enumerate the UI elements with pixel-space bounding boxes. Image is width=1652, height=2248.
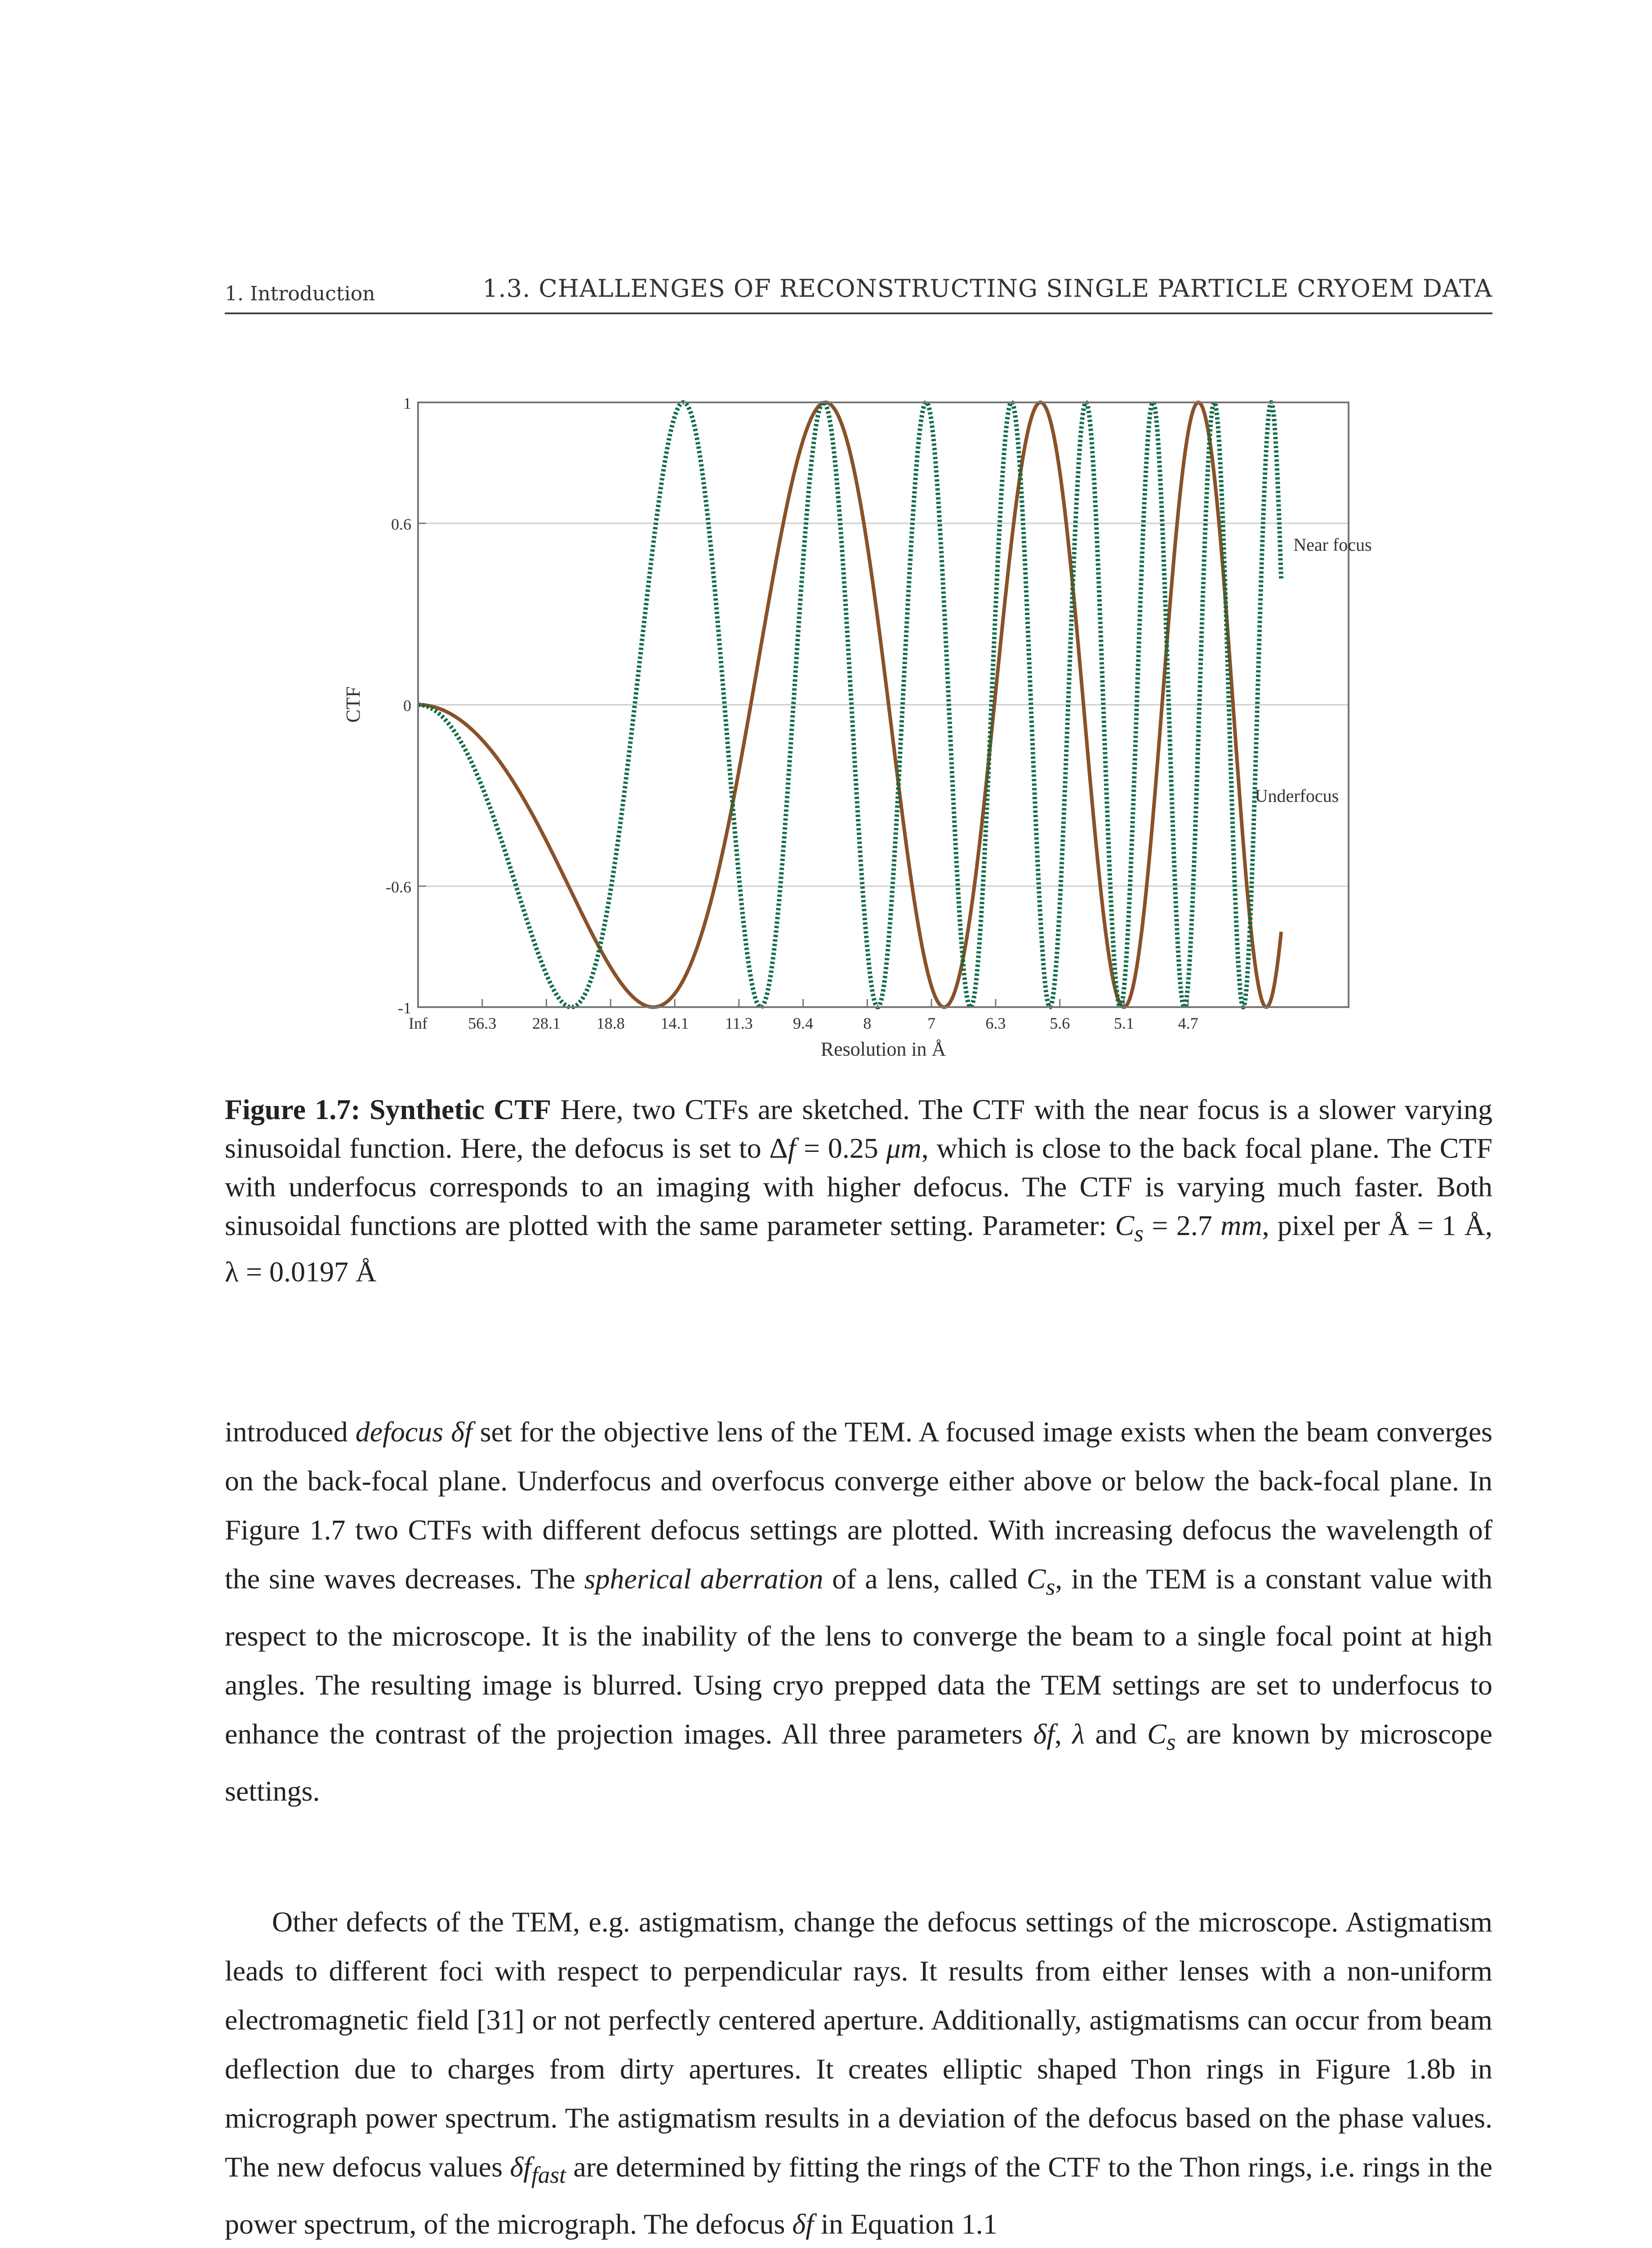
text: Other defects of the TEM, e.g. astigmatism, change the defocus settings of the microscope. Astigmatism leads to different foci with respect to perpendicular rays. It results from either lenses with a non-uniform electromagnetic field [31] or not perfectly centered aperture. Additionally, astigmatisms can occur from beam deflection due to charges from dirty apertures. It creates elliptic shaped Thon rings in Figure 1.8b in micrograph power spectrum. The astigmatism results in a deviation of the defocus based on the phase values. The new defocus values (225, 1906, 1492, 2183)
y-axis-label: CTF (342, 686, 364, 723)
text: of a lens, called (823, 1563, 1027, 1595)
x-tick-label: 4.7 (1178, 1014, 1198, 1032)
math: C (1147, 1717, 1167, 1750)
series-annotation: Near focus (1293, 535, 1372, 555)
caption-math: mm (1220, 1209, 1262, 1241)
math: fast (531, 2161, 566, 2188)
math: s (1046, 1573, 1055, 1600)
y-tick-label: 0 (403, 696, 411, 715)
caption-text: Here, two CTFs are sketched. The CTF with the near focus is a slower varying sinusoidal function. Here, the defocus is set to Δ (225, 1093, 1493, 1164)
x-tick-label: 5.6 (1050, 1014, 1070, 1032)
text: , (1055, 1717, 1073, 1750)
y-tick-label: 0.6 (391, 515, 411, 533)
math: δf (1033, 1717, 1055, 1750)
caption-title: Synthetic CTF (369, 1093, 552, 1125)
running-header (225, 274, 1492, 314)
text: in Equation 1.1 (813, 2208, 997, 2240)
caption-text: = 0.25 (796, 1132, 886, 1164)
header-chapter: 1. Introduction (225, 282, 375, 305)
math: δf (792, 2208, 814, 2240)
figure-caption (225, 1090, 1492, 1291)
x-tick-label: 56.3 (468, 1014, 497, 1032)
emphasis: spherical aberration (584, 1563, 824, 1595)
caption-text: , pixel per Å = 1 Å, λ = 0.0197 Å (225, 1209, 1493, 1288)
x-tick-label: 18.8 (596, 1014, 625, 1032)
x-tick-label: 9.4 (793, 1014, 814, 1032)
body-paragraph-1 (225, 1407, 1492, 1815)
caption-math: μm (886, 1132, 922, 1164)
x-tick-label: 14.1 (660, 1014, 689, 1032)
caption-math: f (788, 1132, 796, 1164)
x-tick-label: 6.3 (985, 1014, 1006, 1032)
math: δf (510, 2151, 531, 2183)
text: and (1085, 1717, 1148, 1750)
y-tick-label: 1 (403, 394, 411, 412)
x-tick-label: 11.3 (725, 1014, 753, 1032)
caption-text: , which is close to the back focal plane. The CTF with underfocus corresponds to an imaging with higher defocus. The CTF is varying much faster. Both sinusoidal functions are plotted with the same parameter setting. Parameter: (225, 1132, 1493, 1241)
chart-annotations (1255, 535, 1372, 806)
y-tick-label: -0.6 (386, 878, 411, 896)
x-tick-label: Inf (409, 1014, 427, 1032)
caption-label: Figure 1.7: (225, 1093, 361, 1125)
y-tick-labels (386, 394, 411, 1017)
x-tick-label: 5.1 (1113, 1014, 1134, 1032)
math: s (1166, 1728, 1176, 1755)
x-tick-label: 8 (863, 1014, 872, 1032)
text: are known by microscope settings. (225, 1717, 1493, 1807)
caption-math: C (1115, 1209, 1135, 1241)
text: set for the objective lens of the TEM. A focused image exists when the beam converges on the back-focal plane. Underfocus and overfocus converge either above or below the back-focal plane. In Figure 1.7 two CTFs with different defocus settings are plotted. With increasing defocus the wavelength of the sine waves decreases. The (225, 1416, 1493, 1595)
x-axis-label: Resolution in Å (820, 1038, 946, 1060)
series-annotation: Underfocus (1255, 785, 1339, 806)
header-section: 1.3. CHALLENGES OF RECONSTRUCTING SINGLE PARTICLE CRYOEM DATA (482, 274, 1492, 303)
math: λ (1072, 1717, 1085, 1750)
math: C (1026, 1563, 1046, 1595)
caption-math: s (1134, 1219, 1144, 1247)
body-paragraph-2 (225, 1897, 1492, 2248)
x-tick-label: 28.1 (532, 1014, 561, 1032)
text: are determined by fitting the rings of the CTF to the Thon rings, i.e. rings in the power spectrum, of the micrograph. The defocus (225, 2151, 1492, 2240)
x-tick-labels (409, 1014, 1198, 1032)
caption-text: = 2.7 (1143, 1209, 1221, 1241)
text: , in the TEM is a constant value with respect to the microscope. It is the inability of the lens to converge the beam to a single focal point at high angles. The resulting image is blurred. Using cryo prepped data the TEM settings are set to underfocus to enhance the contrast of the projection images. All three parameters (225, 1563, 1493, 1750)
emphasis: defocus δf (355, 1416, 472, 1448)
x-tick-label: 7 (927, 1014, 936, 1032)
y-tick-label: -1 (398, 999, 411, 1017)
ctf-chart (337, 378, 1380, 1079)
text: introduced (225, 1416, 356, 1448)
